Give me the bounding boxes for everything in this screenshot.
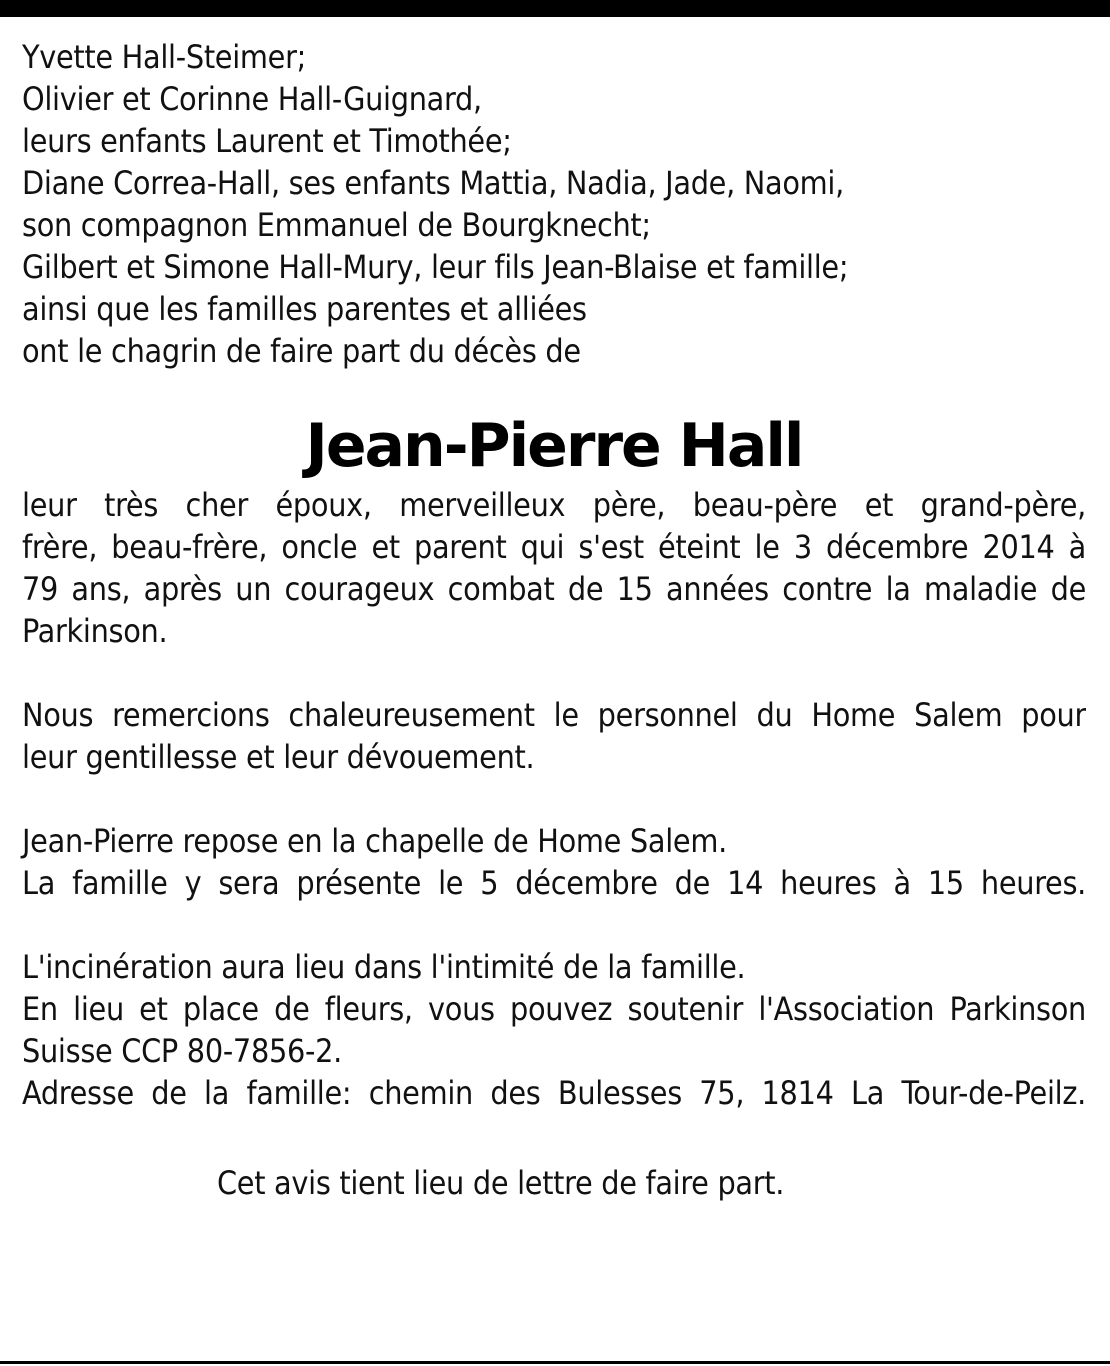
top-border-rule — [0, 0, 1110, 17]
paragraph-gap — [22, 904, 1086, 946]
obituary-notice — [22, 36, 1086, 1114]
family-line: Yvette Hall-Steimer; — [22, 38, 307, 76]
visitation-paragraph — [22, 820, 1086, 904]
tribute-line: Parkinson. — [22, 612, 168, 650]
family-list — [22, 36, 1086, 372]
thanks-line: leur gentillesse et leur dévouement. — [22, 738, 535, 776]
deceased-name: Jean-Pierre Hall — [305, 411, 803, 481]
thanks-line: Nous remercions chaleureusement le personnel du Home Salem pour — [22, 696, 1086, 734]
tribute-paragraph — [22, 484, 1086, 652]
family-line: ainsi que les familles parentes et alliées — [22, 290, 587, 328]
tribute-line: leur très cher époux, merveilleux père, beau-père et grand-père, — [22, 486, 1086, 524]
family-line: Diane Correa-Hall, ses enfants Mattia, Nadia, Jade, Naomi, — [22, 164, 844, 202]
arrangements-paragraph — [22, 946, 1086, 1114]
family-line: leurs enfants Laurent et Timothée; — [22, 122, 512, 160]
visitation-line: Jean-Pierre repose en la chapelle de Home Salem. — [22, 822, 727, 860]
thanks-paragraph — [22, 694, 1086, 778]
family-line: Gilbert et Simone Hall-Mury, leur fils Jean-Blaise et famille; — [22, 248, 849, 286]
closing-note: Cet avis tient lieu de lettre de faire part. — [217, 1164, 785, 1202]
paragraph-gap — [22, 778, 1086, 820]
family-line: Olivier et Corinne Hall-Guignard, — [22, 80, 482, 118]
paragraph-gap — [22, 652, 1086, 694]
bottom-border-rule — [0, 1361, 1110, 1364]
family-line: son compagnon Emmanuel de Bourgknecht; — [22, 206, 651, 244]
family-line: ont le chagrin de faire part du décès de — [22, 332, 581, 370]
tribute-line: frère, beau-frère, oncle et parent qui s'est éteint le 3 décembre 2014 à — [22, 528, 1086, 566]
arrangements-line: Adresse de la famille: chemin des Bulesses 75, 1814 La Tour-de-Peilz. — [22, 1074, 1086, 1112]
arrangements-line: L'incinération aura lieu dans l'intimité de la famille. — [22, 948, 746, 986]
visitation-line: La famille y sera présente le 5 décembre de 14 heures à 15 heures. — [22, 864, 1086, 902]
tribute-line: 79 ans, après un courageux combat de 15 années contre la maladie de — [22, 570, 1086, 608]
arrangements-line: En lieu et place de fleurs, vous pouvez soutenir l'Association Parkinson — [22, 990, 1086, 1028]
arrangements-line: Suisse CCP 80-7856-2. — [22, 1032, 342, 1070]
